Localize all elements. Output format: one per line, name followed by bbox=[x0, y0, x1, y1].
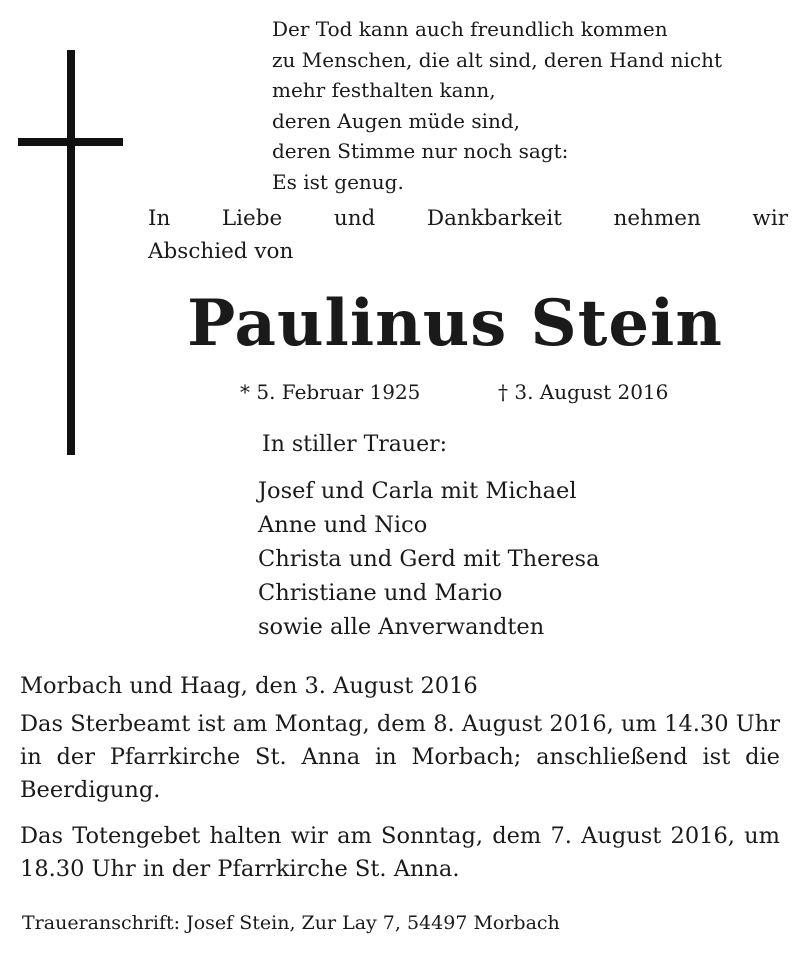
mourning-address: Traueranschrift: Josef Stein, Zur Lay 7, 54497 Morbach bbox=[22, 912, 560, 934]
funeral-info: Das Sterbeamt ist am Montag, dem 8. August 2016, um 14.30 Uhr in der Pfarrkirche St. Anna in Morbach; anschließend ist die Beerdigung. bbox=[20, 711, 780, 803]
poem-line: deren Augen müde sind, bbox=[272, 108, 521, 133]
death-date: † 3. August 2016 bbox=[498, 380, 669, 404]
intro-line: Abschied von bbox=[148, 239, 294, 264]
intro-line: In Liebe und Dankbarkeit nehmen wir bbox=[148, 206, 788, 231]
birth-date: * 5. Februar 1925 bbox=[240, 380, 421, 404]
intro-text bbox=[148, 202, 788, 268]
poem-line: deren Stimme nur noch sagt: bbox=[272, 139, 569, 163]
cross-icon-vertical bbox=[67, 50, 75, 455]
family-member: Christiane und Mario bbox=[258, 580, 503, 606]
family-member: Josef und Carla mit Michael bbox=[258, 478, 577, 504]
deceased-name: Paulinus Stein bbox=[187, 286, 723, 361]
family-list bbox=[258, 474, 600, 644]
poem-line: Der Tod kann auch freundlich kommen bbox=[272, 17, 668, 41]
poem-line: Es ist genug. bbox=[272, 169, 404, 194]
poem-line: mehr festhalten kann, bbox=[272, 78, 496, 102]
family-member: sowie alle Anverwandten bbox=[258, 614, 545, 640]
place-date: Morbach und Haag, den 3. August 2016 bbox=[20, 673, 478, 699]
prayer-info: Das Totengebet halten wir am Sonntag, dem 7. August 2016, um 18.30 Uhr in der Pfarrkirche St. Anna. bbox=[20, 823, 780, 882]
poem bbox=[272, 14, 722, 197]
family-member: Anne und Nico bbox=[258, 512, 428, 538]
poem-line: zu Menschen, die alt sind, deren Hand nicht bbox=[272, 47, 722, 72]
mourning-heading: In stiller Trauer: bbox=[262, 432, 448, 457]
cross-icon-horizontal bbox=[18, 138, 123, 146]
family-member: Christa und Gerd mit Theresa bbox=[258, 546, 600, 572]
